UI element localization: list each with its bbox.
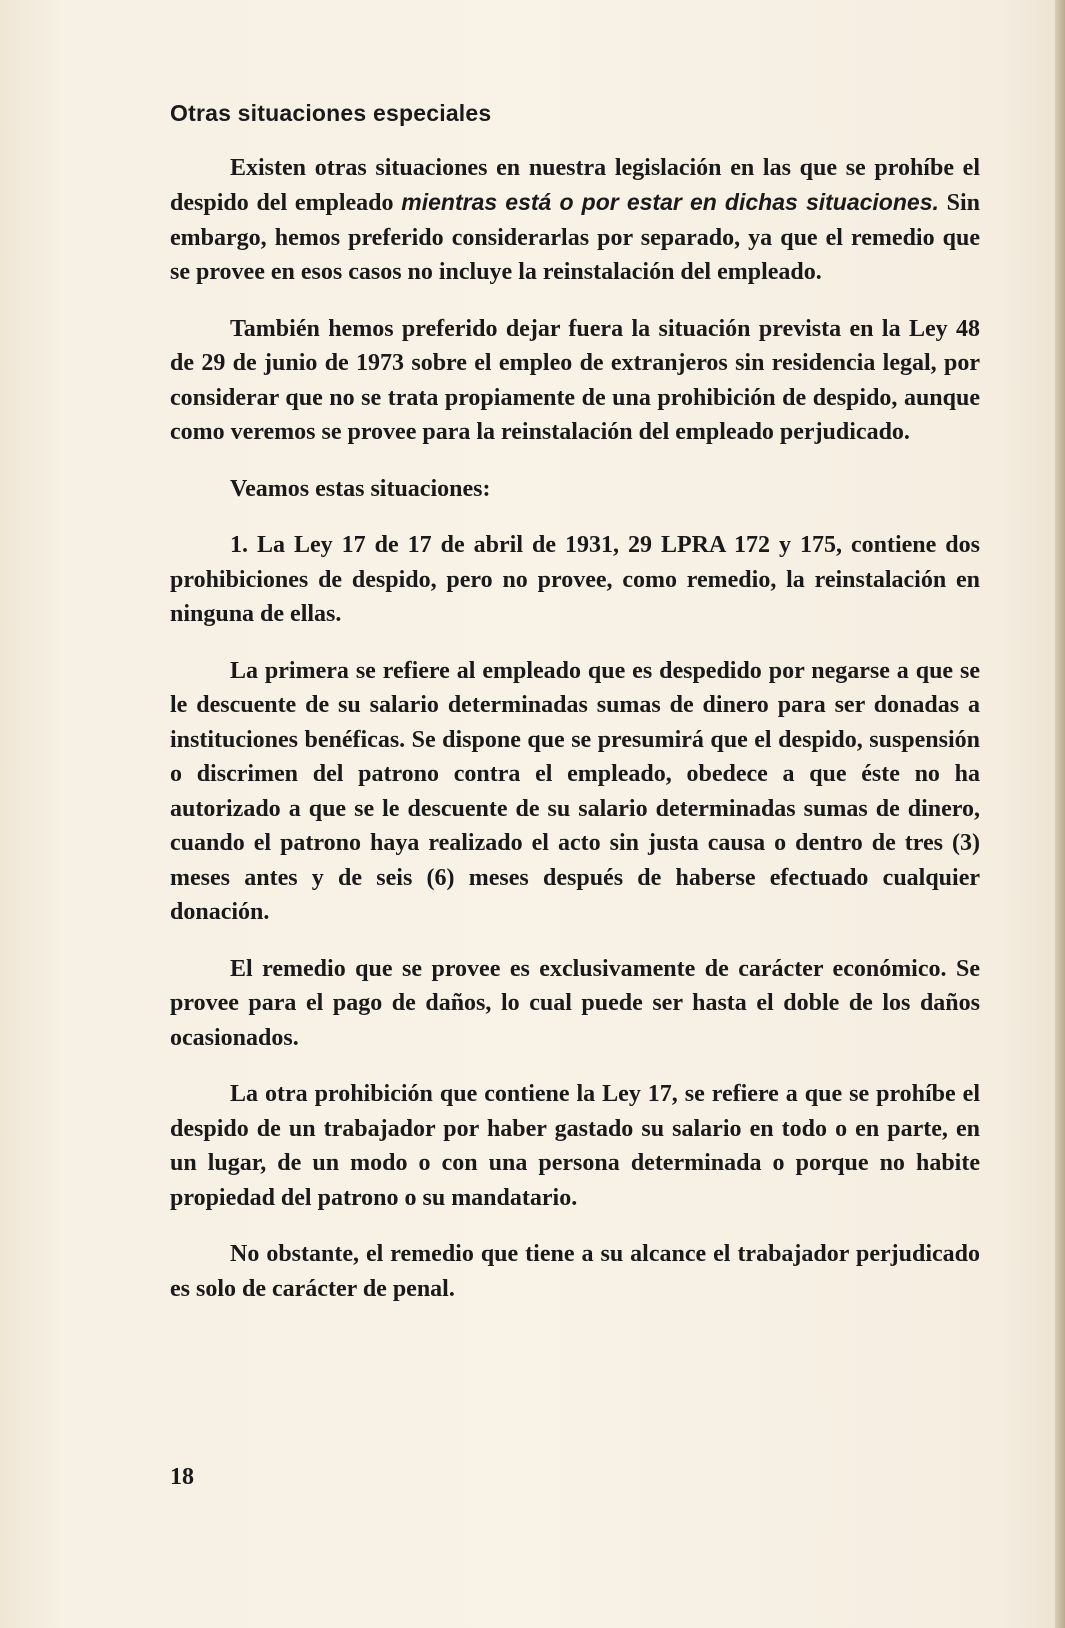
paragraph-1-text-after: Sin embargo, hemos preferido considerarlas por separado, ya que el remedio que se provee en esos casos no incluye la reinstalación del empleado. bbox=[170, 190, 980, 285]
paragraph-5: La primera se refiere al empleado que es despedido por negarse a que se le descuente de su salario determinadas sumas de dinero para ser donadas a instituciones benéficas. Se dispone que se presumirá que el despido, suspensión o discrimen del patrono contra el empleado, obedece a que éste no ha autorizado a que se le descuente de su salario determinadas sumas de dinero, cuando el patrono haya realizado el acto sin justa causa o dentro de tres (3) meses antes y de seis (6) meses después de haberse efectuado cualquier donación. bbox=[170, 657, 980, 925]
paragraph-1-text-before: Existen otras situaciones en nuestra legislación en las que se prohíbe el despido del empleado bbox=[170, 154, 980, 216]
section-heading: Otras situaciones especiales bbox=[170, 100, 492, 126]
page-content bbox=[170, 96, 980, 1306]
paragraph-1 bbox=[170, 151, 980, 290]
page-number: 18 bbox=[170, 1464, 194, 1490]
page-edge-shadow bbox=[1055, 0, 1065, 1628]
paragraph-2: También hemos preferido dejar fuera la situación prevista en la Ley 48 de 29 de junio de 1973 sobre el empleo de extranjeros sin residencia legal, por considerar que no se trata propiamente de una prohibición de despido, aunque como veremos se provee para la reinstalación del empleado perjudicado. bbox=[170, 315, 980, 445]
paragraph-6: El remedio que se provee es exclusivamente de carácter económico. Se provee para el pago de daños, lo cual puede ser hasta el doble de los daños ocasionados. bbox=[170, 955, 980, 1051]
paragraph-7: La otra prohibición que contiene la Ley 17, se refiere a que se prohíbe el despido de un trabajador por haber gastado su salario en todo o en parte, en un lugar, de un modo o con una persona determinada o porque no habite propiedad del patrono o su mandatario. bbox=[170, 1081, 980, 1211]
paragraph-1-emphasis: mientras está o por estar en dichas situaciones. bbox=[401, 189, 939, 215]
paragraph-3: Veamos estas situaciones: bbox=[230, 475, 491, 502]
paragraph-8: No obstante, el remedio que tiene a su alcance el trabajador perjudicado es solo de carácter de penal. bbox=[170, 1241, 980, 1302]
paragraph-4: 1. La Ley 17 de 17 de abril de 1931, 29 LPRA 172 y 175, contiene dos prohibiciones de despido, pero no provee, como remedio, la reinstalación en ninguna de ellas. bbox=[170, 532, 980, 627]
